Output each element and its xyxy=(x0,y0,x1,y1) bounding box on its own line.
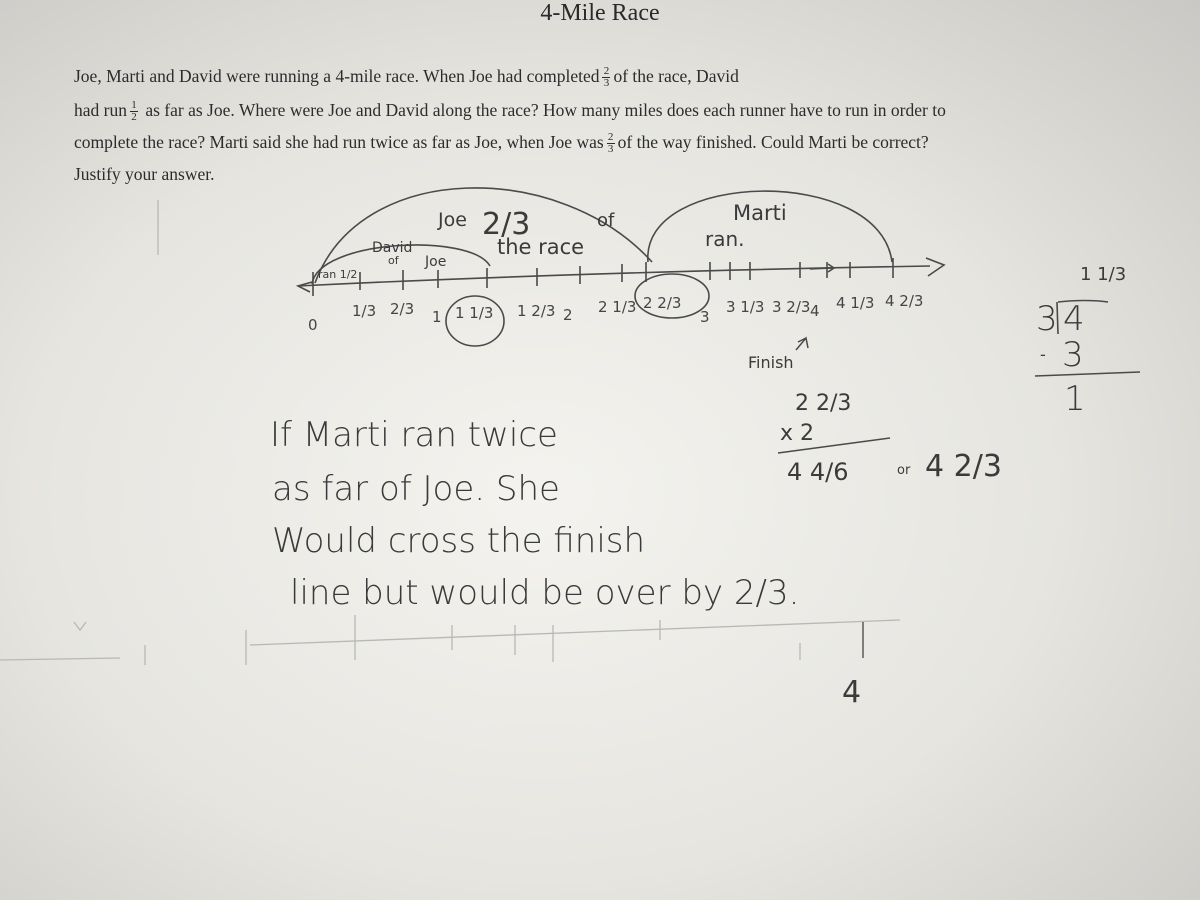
tick-label: 3 2/3 xyxy=(772,298,811,316)
tick-label: 2 xyxy=(563,306,573,324)
prompt-text: of the race, David xyxy=(613,66,739,86)
fraction-two-thirds: $\frac{2}{3}$ xyxy=(607,131,614,156)
division-divisor: 3 xyxy=(1036,299,1058,339)
tick-label: 4 xyxy=(810,302,820,320)
joe-the-race: the race xyxy=(497,235,585,259)
joe-fraction: 2/3 xyxy=(482,207,531,242)
prompt-text: as far as Joe. Where were Joe and David along the race? How many miles does each runner have to run in order to xyxy=(145,100,946,120)
david-ran-half: ran 1/2 xyxy=(318,268,358,281)
tick-label: 3 xyxy=(700,308,710,326)
explanation-line: line but would be over by 2/3. xyxy=(290,573,800,613)
prompt-text: of the way finished. Could Marti be correct? xyxy=(617,132,929,152)
finish-label: Finish xyxy=(748,353,794,372)
left-arrowhead xyxy=(298,282,312,292)
division-remainder: 1 xyxy=(1064,379,1086,419)
tick-label: 3 1/3 xyxy=(726,298,765,316)
tick-label: 4 2/3 xyxy=(885,292,924,310)
division-line xyxy=(1035,372,1140,376)
division-subtract: 3 xyxy=(1062,335,1084,375)
tick-label: 1 xyxy=(432,308,442,326)
mult-result: 4 4/6 xyxy=(787,458,849,486)
finish-arrow xyxy=(796,338,808,350)
prompt-text: Joe, Marti and David were running a 4-mile race. When Joe had completed xyxy=(74,66,600,86)
tick-label: 0 xyxy=(308,316,318,334)
tick-label: 2 1/3 xyxy=(598,298,637,316)
mult-times: x 2 xyxy=(780,421,815,446)
tick-label: 2/3 xyxy=(390,300,415,318)
explanation xyxy=(270,415,799,613)
mult-simplified: 4 2/3 xyxy=(925,449,1002,484)
tick-label: 1 2/3 xyxy=(517,302,556,320)
multiplication-work xyxy=(778,391,1002,486)
explanation-line: Would cross the finish xyxy=(272,521,646,561)
prompt-line-4: Justify your answer. xyxy=(74,164,215,184)
worksheet-title: 4-Mile Race xyxy=(540,0,660,26)
tick-label: 1/3 xyxy=(352,302,377,320)
david-label: David xyxy=(372,240,413,256)
minus-sign: - xyxy=(1040,345,1046,364)
marti-ran: ran. xyxy=(705,227,745,251)
prompt-text: complete the race? Marti said she had run twice as far as Joe, when Joe was xyxy=(74,132,604,152)
fraction-one-half: $\frac{1}{2}$ xyxy=(131,99,137,124)
mult-top: 2 2/3 xyxy=(795,391,852,416)
explanation-line: as far of Joe. She xyxy=(272,469,560,509)
prompt-text: had run xyxy=(74,100,127,120)
bottom-four: 4 xyxy=(842,675,862,710)
right-arrowhead xyxy=(926,258,944,276)
division-quotient: 1 1/3 xyxy=(1080,264,1127,285)
marti-label: Marti xyxy=(733,201,787,225)
joe-label: Joe xyxy=(438,209,467,231)
explanation-line: If Marti ran twice xyxy=(270,415,558,455)
number-line-labels xyxy=(308,292,923,334)
division-work xyxy=(1035,264,1140,419)
david-joe: Joe xyxy=(425,254,447,270)
tick-marks xyxy=(313,258,893,296)
division-dividend: 4 xyxy=(1063,299,1085,339)
tick-label: 4 1/3 xyxy=(836,294,875,312)
joe-of: of xyxy=(597,210,615,231)
mult-or: or xyxy=(897,463,911,478)
david-of: of xyxy=(388,254,399,267)
tick-label: 2 2/3 xyxy=(643,294,682,312)
tick-label: 1 1/3 xyxy=(455,304,494,322)
fraction-two-thirds: $\frac{2}{3}$ xyxy=(603,65,610,90)
number-line-axis xyxy=(298,266,930,286)
